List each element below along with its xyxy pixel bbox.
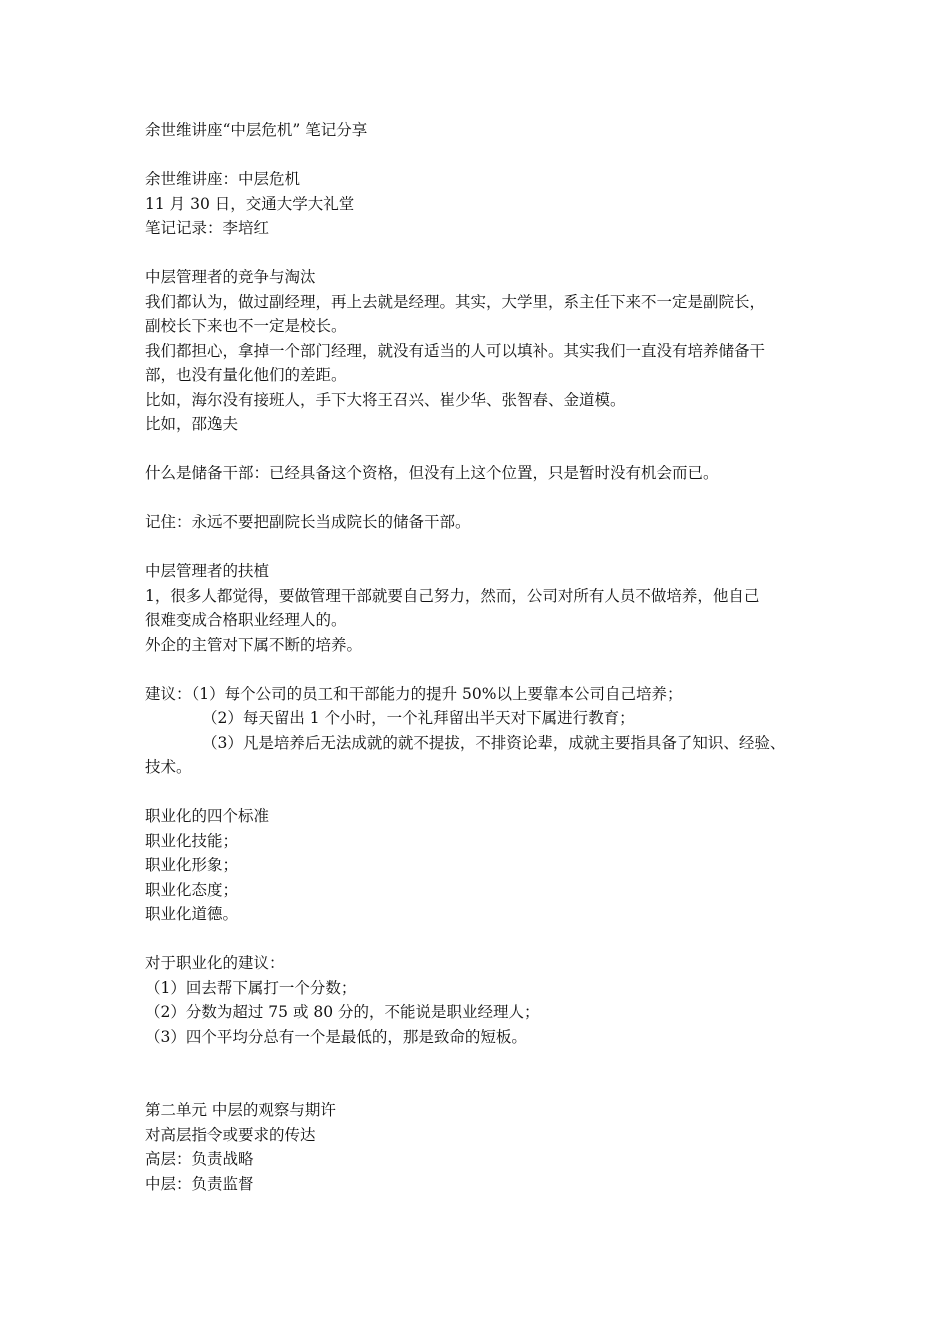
section1-paragraph4: 比如，邵逸夫: [145, 415, 239, 433]
remember-paragraph: 记住：永远不要把副院长当成院长的储备干部。: [145, 513, 471, 531]
definition-paragraph: 什么是储备干部：已经具备这个资格，但没有上这个位置，只是暂时没有机会而已。: [145, 464, 719, 482]
list-item: （3）四个平均分总有一个是最低的，那是致命的短板。: [145, 1027, 527, 1046]
spacer: [145, 241, 815, 266]
section5-heading: 第二单元 中层的观察与期许: [145, 1101, 336, 1119]
section2-paragraph1-line2: 很难变成合格职业经理人的。: [145, 611, 347, 629]
spacer: [145, 486, 815, 511]
document-body: [145, 118, 815, 1196]
meta-recorder: 笔记记录：李培红: [145, 219, 270, 237]
spacer: [145, 1049, 815, 1098]
list-item: 职业化道德。: [145, 905, 239, 923]
list-item: 职业化形象；: [145, 856, 239, 874]
advice-item-3-line2: 技术。: [145, 758, 192, 776]
advice-item-3-line1: （3）凡是培养后无法成就的就不提拔，不排资论辈，成就主要指具备了知识、经验、: [202, 733, 786, 752]
section1-paragraph2-line1: 我们都担心，拿掉一个部门经理，就没有适当的人可以填补。其实我们一直没有培养储备干: [145, 341, 766, 360]
section4-heading: 对于职业化的建议：: [145, 954, 285, 972]
list-item: 中层：负责监督: [145, 1174, 254, 1193]
spacer: [145, 657, 815, 682]
list-item: 职业化态度；: [145, 880, 239, 899]
section1-paragraph1-line2: 副校长下来也不一定是校长。: [145, 317, 347, 335]
spacer: [145, 143, 815, 168]
meta-date-place: 11 月 30 日，交通大学大礼堂: [145, 194, 355, 213]
advice-item-2: （2）每天留出 1 个小时，一个礼拜留出半天对下属进行教育；: [202, 709, 635, 727]
spacer: [145, 780, 815, 805]
section2-paragraph2: 外企的主管对下属不断的培养。: [145, 635, 363, 654]
section2-heading: 中层管理者的扶植: [145, 562, 270, 580]
section1-paragraph3: 比如，海尔没有接班人，手下大将王召兴、崔少华、张智春、金道模。: [145, 390, 626, 409]
list-item: 职业化技能；: [145, 831, 239, 850]
spacer: [145, 927, 815, 952]
section1-heading: 中层管理者的竞争与淘汰: [145, 268, 316, 286]
section3-heading: 职业化的四个标准: [145, 807, 270, 825]
list-item: 高层：负责战略: [145, 1150, 254, 1168]
section2-paragraph1-line1: 1，很多人都觉得，要做管理干部就要自己努力，然而，公司对所有人员不做培养，他自己: [145, 586, 760, 605]
meta-lecture: 余世维讲座：中层危机: [145, 170, 301, 188]
section5-subheading: 对高层指令或要求的传达: [145, 1125, 316, 1144]
advice-item-1: 建议：（1）每个公司的员工和干部能力的提升 50%以上要靠本公司自己培养；: [145, 684, 683, 703]
document-title: 余世维讲座“中层危机” 笔记分享: [145, 121, 368, 139]
spacer: [145, 535, 815, 560]
section1-paragraph2-line2: 部，也没有量化他们的差距。: [145, 366, 347, 384]
spacer: [145, 437, 815, 462]
section1-paragraph1-line1: 我们都认为，做过副经理，再上去就是经理。其实，大学里，系主任下来不一定是副院长，: [145, 292, 766, 311]
list-item: （1）回去帮下属打一个分数；: [145, 978, 357, 997]
list-item: （2）分数为超过 75 或 80 分的，不能说是职业经理人；: [145, 1003, 540, 1021]
